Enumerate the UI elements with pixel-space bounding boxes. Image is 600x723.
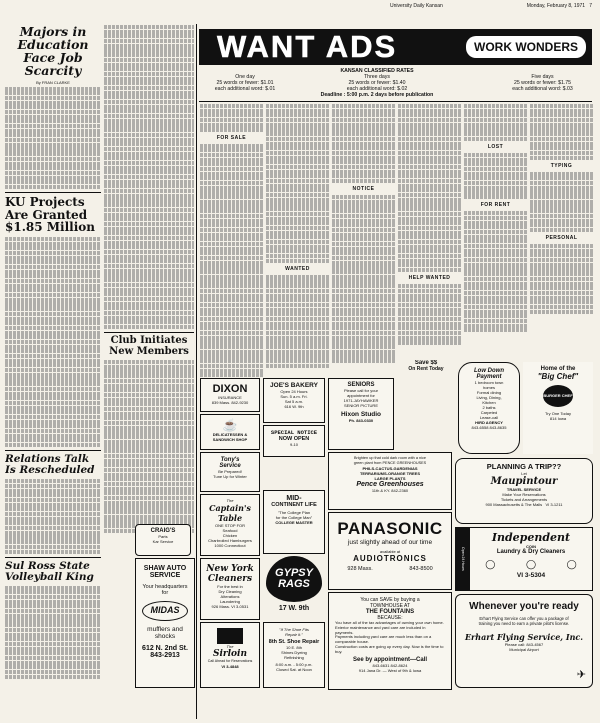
ad-shaw-auto-midas: SHAW AUTO SERVICE Your headquarters for MIDAS mufflers and shocks 612 N. 2nd St. 843-2913: [135, 558, 195, 688]
article-title-relations: Relations Talk Is Rescheduled: [5, 453, 95, 477]
ad-shoe-repair: "If The Shoe Fits Repair It." 8th St. Shoe Repair 10 E. 8th Shines Dyeing Refinishing 8:00 a.m. - 5:00 p.m. Closed Sat. at Noon: [263, 622, 325, 688]
ad-captains-table: The Captain's Table ONE STOP FOR Seafood Chicken Charbroiled Hamburgers 1000 Connecticut: [200, 494, 260, 556]
article-column-1: [5, 25, 101, 715]
washer-icon: ◯: [485, 559, 496, 569]
burger-chef-logo: BURGER CHEF: [543, 385, 573, 407]
airplane-icon: ✈: [576, 669, 586, 681]
ad-delicatessen: ☕ DELICATESSEN & SANDWICH SHOP: [200, 414, 260, 450]
dryer-icon: ◯: [525, 559, 537, 569]
section-for-rent: FOR RENT: [480, 202, 511, 209]
cleaner-icon: ◯: [566, 559, 577, 569]
article-body: [104, 360, 194, 533]
section-help-wanted: HELP WANTED: [408, 275, 451, 282]
article-body: [5, 237, 101, 447]
ad-low-down-payment: Low Down Payment 1 bedroom town homes Formal dining Living, Dining, Kitchen 2 baths Carpeted Lease-call HIRD AGENCY 843-6558 843-8635: [458, 362, 520, 454]
ad-pence-greenhouses: Brighten up that cold dark room with a nice green plant from PENCE GREENHOUSES PHILS-CACTUS-GARDENIAS TERRARIUMS-ORANGE TREES LARGE PLANTS Pence Greenhouses 11th & KY. 842-2360: [328, 452, 452, 510]
classified-column-4: [398, 104, 461, 359]
section-typing: TYPING: [550, 162, 573, 169]
classified-column-2: [266, 104, 329, 377]
ad-seniors-hixon: SENIORS Please call for your appointment for 1971-JAYHAWKER SENIOR PICTURE Hixon Studio Ph. 843-0330: [328, 378, 394, 450]
page-date: Monday, February 8, 1971: [526, 3, 586, 9]
section-lost: LOST: [487, 143, 504, 150]
gypsy-rags-heart-logo: GYPSY RAGS: [266, 556, 322, 602]
ad-save-rent: Save $$ On Rent Today: [408, 360, 444, 372]
section-notice: NOTICE: [352, 186, 375, 193]
article-title-club: Club Initiates New Members: [109, 335, 189, 357]
rates-five-days: Five days 25 words or fewer: $1.75 each additional word: $.03: [512, 74, 573, 92]
paper-name: University Daily Kansan: [390, 3, 443, 9]
classified-column-1: [200, 104, 263, 377]
banner-title: WANT ADS: [217, 29, 398, 64]
sirloin-sign-icon: [217, 628, 243, 644]
article-body: [5, 586, 101, 679]
section-personal: PERSONAL: [545, 235, 578, 241]
want-ads-banner: [199, 29, 592, 65]
ad-panasonic-audiotronics: PANASONIC just slightly ahead of our time available at AUDIOTRONICS 928 Mass. 843-8500: [328, 512, 452, 590]
article-body: [5, 479, 101, 553]
ad-dixon-insurance: DIXON INSURANCE 839 Mass. 842-9230: [200, 378, 260, 412]
ad-burger-chef: Home of the "Big Chef" BURGER CHEF Try One Today 814 Iowa: [523, 362, 593, 454]
article-title-education: Majors in Education Face Job Scarcity: [17, 25, 89, 79]
ad-maupintour-travel: PLANNING A TRIP?? Let Maupintour TRAVEL SERVICE Make Your Reservations Tickets and Arrangements 900 Massachusetts & The Malls VI 3-1211: [455, 458, 593, 524]
ad-new-york-cleaners: New York Cleaners For the best in Dry Cleaning Alterations Laundering 926 Mass. VI 3-0531: [200, 558, 260, 620]
section-for-sale: FOR SALE: [216, 134, 247, 141]
classified-column-3: [332, 104, 395, 377]
section-wanted: WANTED: [285, 265, 310, 272]
ad-tonys-service: Tony's Service Be Prepared! Tune Up for Winter: [200, 452, 260, 492]
banner-tagline: WORK WONDERS: [466, 36, 586, 58]
ad-mid-continent-life: MID- CONTINENT LIFE "The College Plan for the College Man" COLLEGE MASTER: [263, 490, 325, 554]
midas-logo: MIDAS: [142, 601, 188, 621]
rates-one-day: One day 25 words or fewer: $1.01 each additional word: $.01: [214, 74, 276, 92]
ad-erhart-flying-service: Whenever you're ready Erhart Flying Service can offer you a package of training you need to earn a private pilot's license. Erhart Flying Service, Inc. Please call: 843-4567 Municipal Airport ✈: [455, 594, 593, 688]
article-body: [104, 25, 194, 329]
article-title-volleyball: Sul Ross State Volleyball King: [5, 559, 94, 583]
page-header: [200, 3, 592, 13]
ad-sirloin: The Sirloin Call Ahead for Reservations VI 3-4848: [200, 622, 260, 688]
article-byline: By FRAN CLARKE: [36, 79, 70, 85]
classified-column-5: [464, 104, 527, 359]
ad-gypsy-rags: GYPSY RAGS 17 W. 9th: [263, 556, 325, 620]
classified-column-6: [530, 104, 593, 359]
ad-fountains-townhouse: You can SAVE by buying a TOWNHOUSE AT THE FOUNTAINS BECAUSE: You have all of the tax advantages of owning your own home. Exterior maintenance and yard care are included in payments. Payments including yard care are much less than on a comparable house. Construction costs are going up every day. Now is the time to buy. See by appointment—Call 843-6631 842-8624 914 Jana Dr. — West of 9th & Iowa: [328, 592, 452, 690]
article-body: [5, 87, 101, 190]
ad-special-notice: SPECIAL NOTICE NOW OPEN 9-10: [263, 425, 325, 457]
ad-craigs-kar-service: CRAIG'S Parts Kar Service: [135, 524, 191, 556]
deli-icon: ☕: [222, 418, 238, 432]
article-title-ku-projects: KU Projects Are Granted $1.85 Million: [5, 195, 95, 235]
ad-joes-bakery: JOE'S BAKERY Open 24 Hours Sun. 5 a.m. Fri. Sat 5 a.m. 616 W. 9th: [263, 378, 325, 423]
rates-center: KANSAN CLASSIFIED RATES Three days 25 words or fewer: $1.40 each additional word: $.02 Deadline : 5:00 p.m. 2 days before publication: [320, 68, 434, 98]
ad-independent-laundry: Open 24 Hours Independent COIN Laundry & Dry Cleaners ◯ ◯ ◯ VI 3-5304: [455, 527, 593, 591]
page-number: 7: [589, 3, 592, 9]
